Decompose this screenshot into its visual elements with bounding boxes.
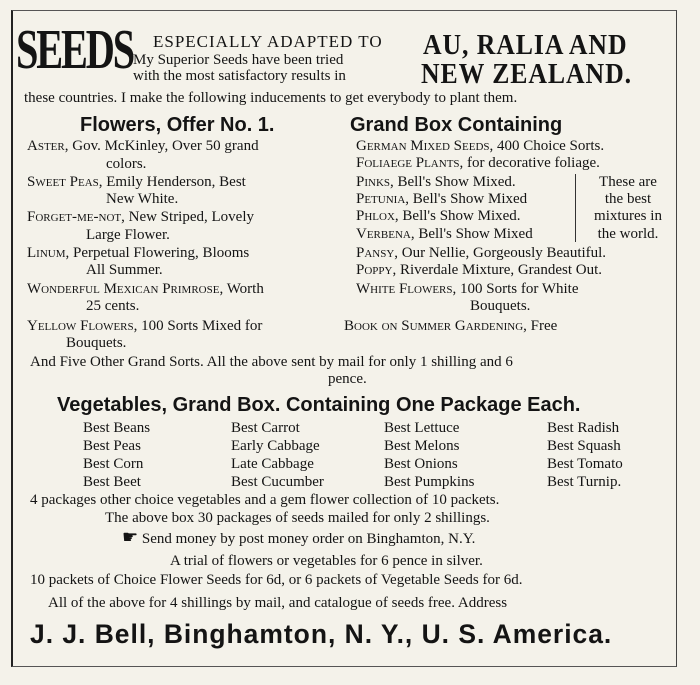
flower-item: White Flowers, 100 Sorts for White (356, 281, 579, 297)
flower-item-cont: All Summer. (86, 262, 163, 278)
flower-item-cont: Large Flower. (86, 227, 170, 243)
all-above-text: All of the above for 4 shillings by mail, and catalogue of seeds free. Address (48, 595, 508, 611)
flower-item: Verbena, Bell's Show Mixed (356, 226, 533, 242)
veg-item: Best Lettuce (384, 420, 460, 436)
five-other-text: And Five Other Grand Sorts. All the above sent by mail for only 1 shilling and 6 (30, 354, 513, 370)
side-note-divider (575, 174, 576, 242)
grand-box-heading: Grand Box Containing (350, 114, 563, 136)
flower-item: Yellow Flowers, 100 Sorts Mixed for (27, 318, 263, 334)
veg-item: Early Cabbage (231, 438, 320, 454)
flower-item: Sweet Peas, Emily Henderson, Best (27, 174, 246, 190)
australia-heading: AU, RALIA AND (423, 30, 628, 61)
flower-item-cont: Bouquets. (66, 335, 127, 351)
new-zealand-heading: NEW ZEALAND. (421, 59, 632, 90)
veg-item: Best Peas (83, 438, 141, 454)
pointing-hand-icon: ☛ (122, 527, 139, 547)
satisfactory-text: with the most satisfactory results in (133, 68, 346, 84)
flower-item: Foliaege Plants, for decorative foliage. (356, 155, 600, 171)
flower-item: Poppy, Riverdale Mixture, Grandest Out. (356, 262, 602, 278)
flower-item: Book on Summer Gardening, Free (344, 318, 558, 334)
flower-item: Aster, Gov. McKinley, Over 50 grand (27, 138, 259, 154)
box-text: The above box 30 packages of seeds mailed for only 2 shillings. (105, 510, 490, 526)
veg-item: Best Radish (547, 420, 620, 436)
veg-item: Late Cabbage (231, 456, 314, 472)
flower-item: Petunia, Bell's Show Mixed (356, 191, 528, 207)
veg-item: Best Tomato (547, 456, 623, 472)
flower-item: Pansy, Our Nellie, Gorgeously Beautiful. (356, 245, 607, 261)
flower-item: German Mixed Seeds, 400 Choice Sorts. (356, 138, 605, 154)
side-note-line: mixtures in (594, 208, 662, 224)
veg-item: Best Cucumber (231, 474, 324, 490)
flowers-heading: Flowers, Offer No. 1. (80, 114, 275, 136)
flower-item: Linum, Perpetual Flowering, Blooms (27, 245, 250, 261)
veg-item: Best Turnip. (547, 474, 622, 490)
veg-item: Best Squash (547, 438, 621, 454)
flower-item: Pinks, Bell's Show Mixed. (356, 174, 516, 190)
flower-item: Forget-me-not, New Striped, Lovely (27, 209, 254, 225)
pence-text: pence. (328, 371, 367, 387)
seeds-title: SEEDS (16, 19, 133, 81)
send-money-line: ☛ Send money by post money order on Binghamton, N.Y. (122, 527, 476, 547)
flower-item-cont: colors. (106, 156, 147, 172)
flower-item-cont: Bouquets. (470, 298, 531, 314)
veg-item: Best Pumpkins (384, 474, 475, 490)
flower-item-cont: 25 cents. (86, 298, 140, 314)
flower-item: Phlox, Bell's Show Mixed. (356, 208, 521, 224)
adapted-text: ESPECIALLY ADAPTED TO (153, 32, 383, 51)
vegetables-heading: Vegetables, Grand Box. Containing One Package Each. (57, 394, 581, 416)
veg-item: Best Carrot (231, 420, 300, 436)
veg-item: Best Corn (83, 456, 144, 472)
veg-item: Best Beans (83, 420, 151, 436)
flower-item: Wonderful Mexican Primrose, Worth (27, 281, 264, 297)
side-note-line: the best (604, 191, 652, 207)
veg-item: Best Melons (384, 438, 460, 454)
side-note-line: These are (599, 174, 657, 190)
countries-text: these countries. I make the following inducements to get everybody to plant them. (24, 90, 518, 106)
address-heading: J. J. Bell, Binghamton, N. Y., U. S. America. (30, 619, 613, 649)
packets-text: 10 packets of Choice Flower Seeds for 6d, or 6 packets of Vegetable Seeds for 6d. (30, 572, 523, 588)
flower-item-cont: New White. (106, 191, 179, 207)
packages-text: 4 packages other choice vegetables and a gem flower collection of 10 packets. (30, 492, 500, 508)
superior-text: My Superior Seeds have been tried (133, 52, 344, 68)
veg-item: Best Onions (384, 456, 458, 472)
side-note-line: the world. (597, 226, 659, 242)
veg-item: Best Beet (83, 474, 141, 490)
trial-text: A trial of flowers or vegetables for 6 pence in silver. (170, 553, 483, 569)
